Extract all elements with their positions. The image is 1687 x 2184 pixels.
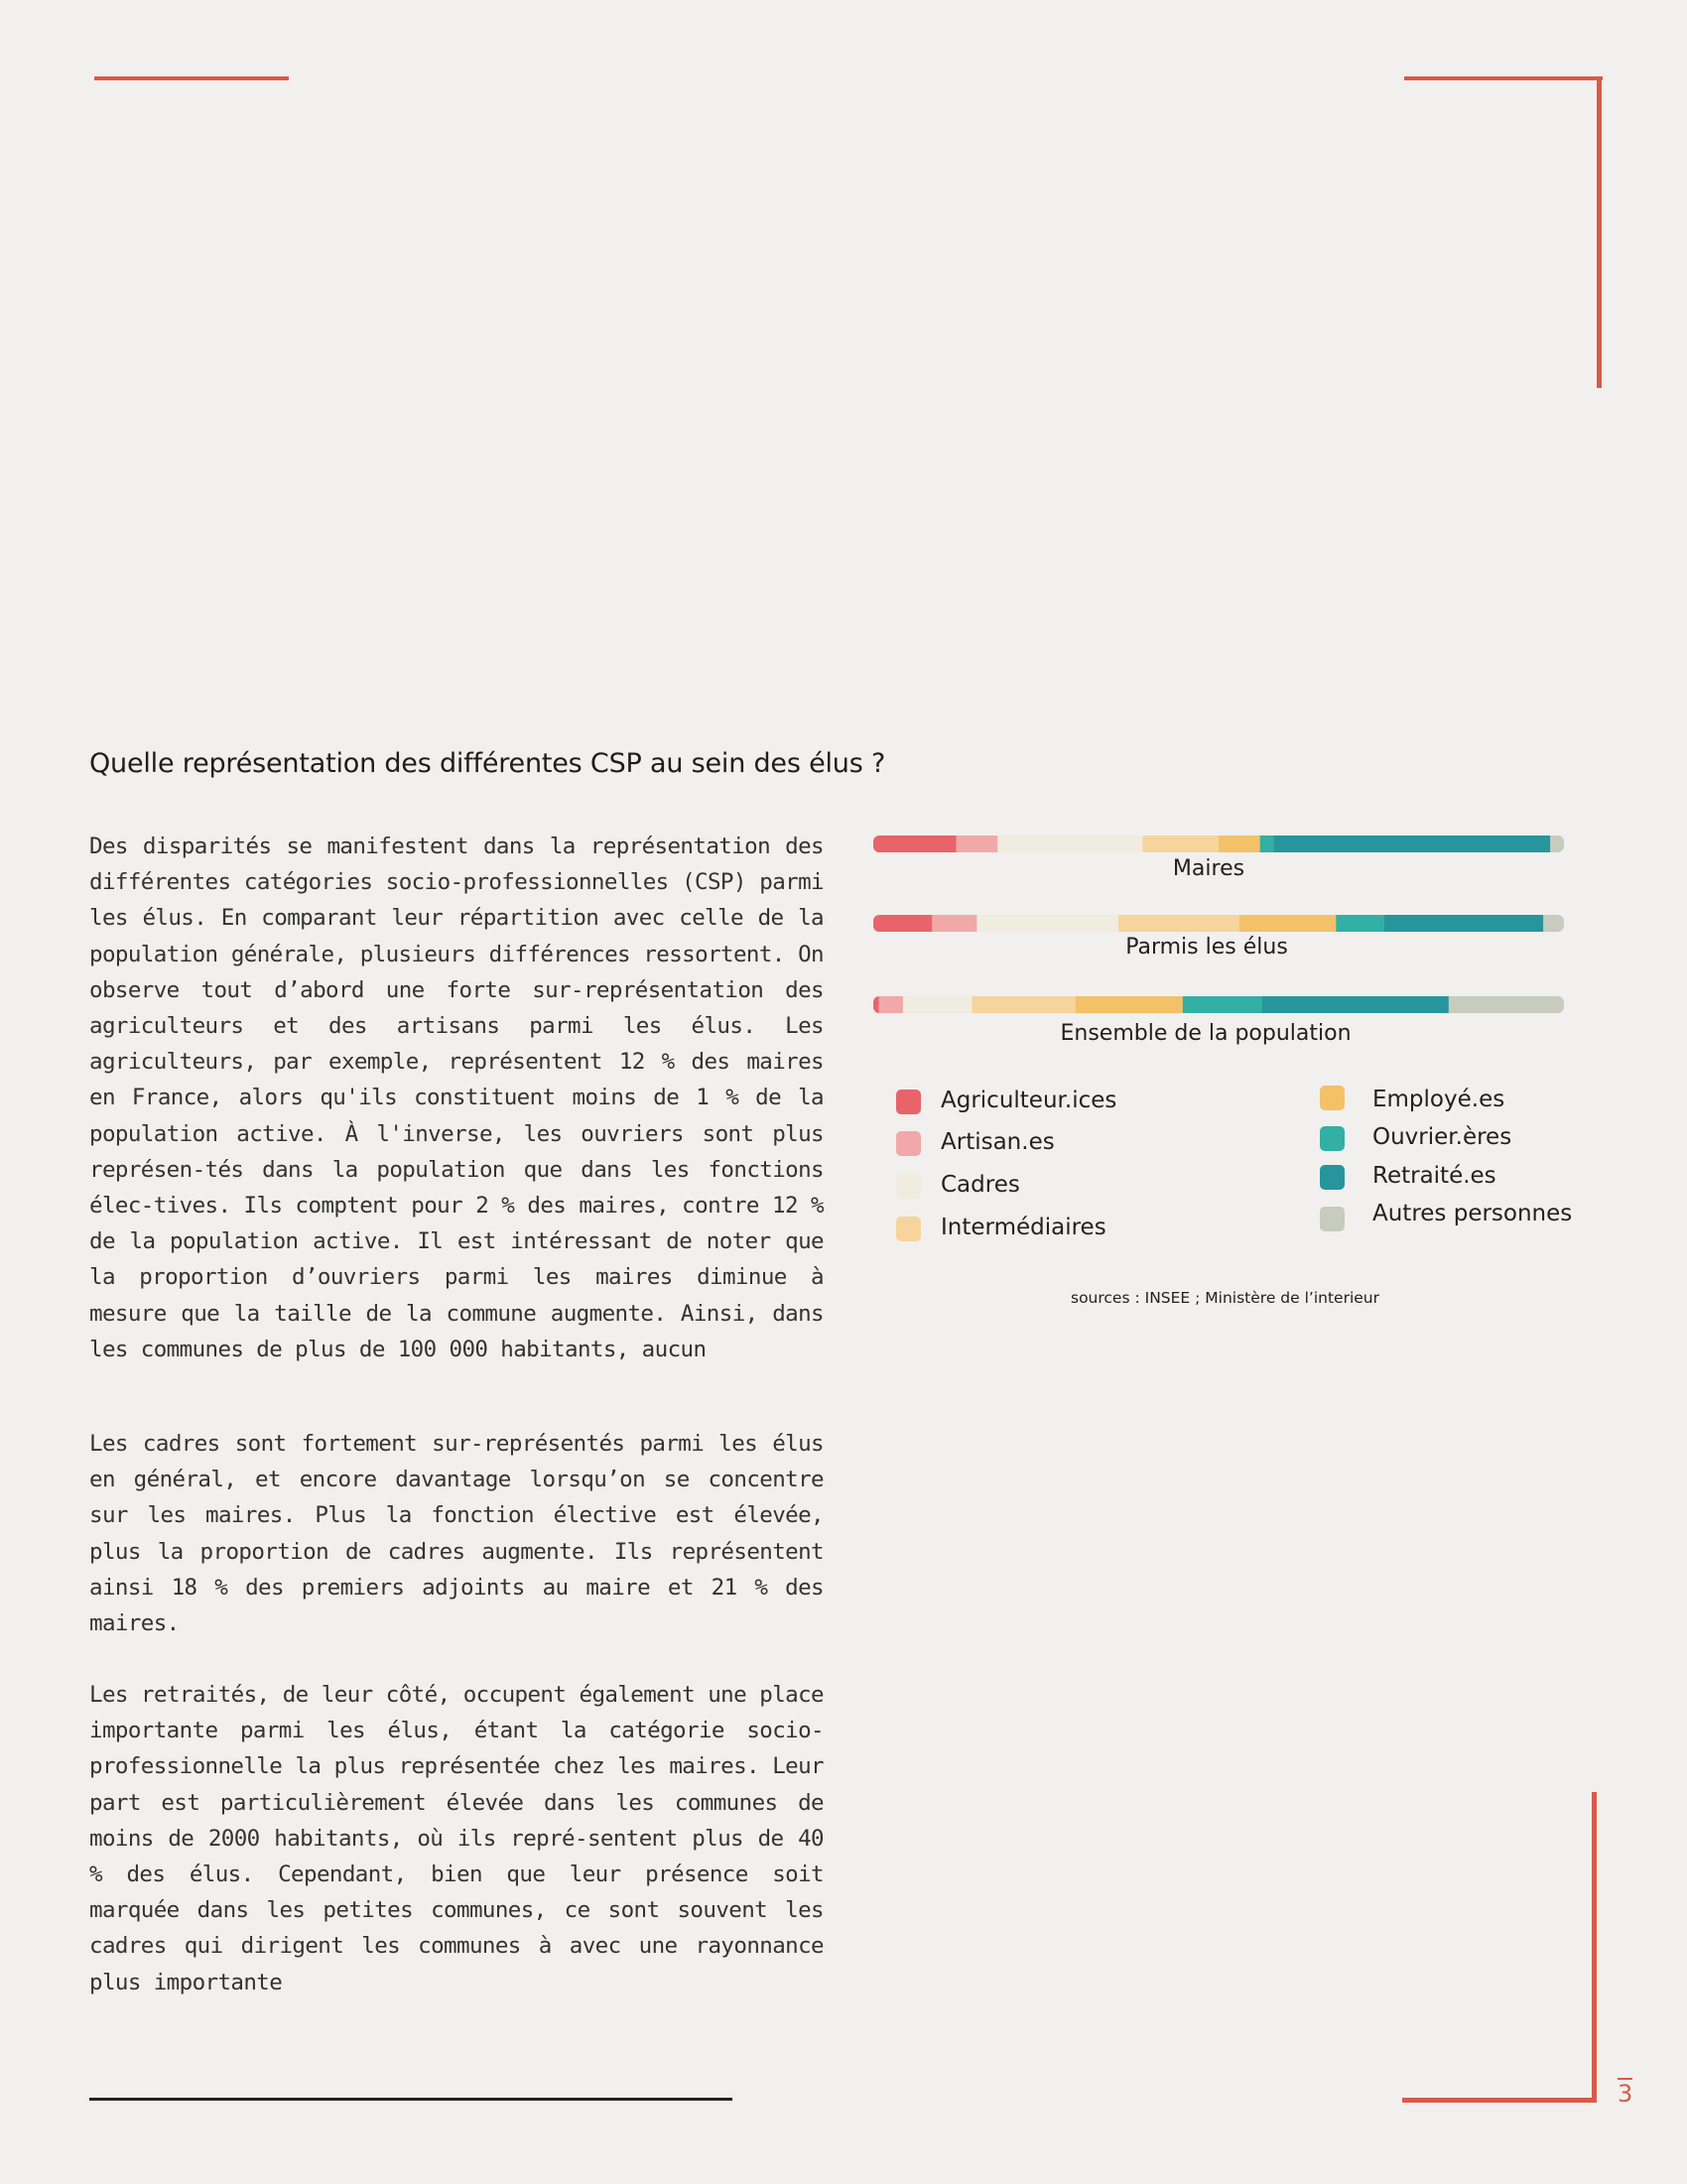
- page-number: 3: [1618, 2080, 1633, 2108]
- legend-swatch: [1320, 1165, 1345, 1190]
- legend-label: Retraité.es: [1372, 1163, 1496, 1189]
- legend-swatch: [896, 1090, 921, 1114]
- legend-swatch: [896, 1217, 921, 1241]
- bar-label-elus: Parmis les élus: [1125, 935, 1288, 960]
- bar-segment: [1239, 915, 1337, 932]
- bar-segment: [1543, 915, 1564, 932]
- legend-label: Autres personnes: [1372, 1201, 1573, 1226]
- bar-segment: [1550, 835, 1564, 852]
- bar-segment: [1260, 835, 1274, 852]
- legend-label: Artisan.es: [941, 1129, 1055, 1155]
- bar-segment: [873, 915, 933, 932]
- bar-segment: [1449, 996, 1565, 1013]
- top-right-corner-v: [1597, 76, 1602, 388]
- legend-label: Intermédiaires: [941, 1215, 1106, 1240]
- legend-label: Agriculteur.ices: [941, 1088, 1117, 1113]
- top-left-rule: [94, 76, 289, 80]
- paragraph-3: Les retraités, de leur côté, occupent également une place importante parmi les élus, étant la catégorie socio-professionnelle la plus représentée chez les maires. Leur part est particulièrement élevée dans les communes de moins de 2000 habitants, où ils repré-sentent plus de 40 % des élus. Cependant, bien que leur présence soit marquée dans les petites communes, ce sont souvent les cadres qui dirigent les communes à avec une rayonnance plus importante: [89, 1682, 824, 1995]
- bar-segment: [1274, 835, 1551, 852]
- bar-segment: [1384, 915, 1544, 932]
- paragraph-1: Des disparités se manifestent dans la représentation des différentes catégories socio-professionnelles (CSP) parmi les élus. En comparant leur répartition avec celle de la population générale, plusieurs différences ressortent. On observe tout d’abord une forte sur-représentation des agriculteurs et des artisans parmi les élus. Les agriculteurs, par exemple, représentent 12 % des maires en France, alors qu'ils constituent moins de 1 % de la population active. À l'inverse, les ouvriers sont plus représen-tés dans la population que dans les fonctions élec-tives. Ils comptent pour 2 % des maires, contre 12 % de la population active. Il est intéressant de noter que la proportion d’ouvriers parmi les maires diminue à mesure que la taille de la commune augmente. Ainsi, dans les communes de plus de 100 000 habitants, aucun: [89, 834, 824, 1362]
- legend-swatch: [896, 1174, 921, 1199]
- legend-swatch: [1320, 1126, 1345, 1151]
- bar-segment: [1262, 996, 1449, 1013]
- bar-segment: [903, 996, 973, 1013]
- bar-segment: [1076, 996, 1183, 1013]
- bottom-left-rule: [89, 2098, 732, 2101]
- bar-segment: [1219, 835, 1260, 852]
- bar-segment: [997, 835, 1143, 852]
- bar-segment: [932, 915, 977, 932]
- bar-2: [873, 996, 1565, 1013]
- bottom-right-corner-v: [1592, 1792, 1597, 2103]
- legend-label: Ouvrier.ères: [1372, 1124, 1512, 1150]
- bar-segment: [873, 996, 879, 1013]
- bar-segment: [957, 835, 998, 852]
- paragraph-2: Les cadres sont fortement sur-représentés parmi les élus en général, et encore davantage lorsqu’on se concentre sur les maires. Plus la fonction élective est élevée, plus la proportion de cadres augmente. Ils représentent ainsi 18 % des premiers adjoints au maire et 21 % des maires.: [89, 1431, 824, 1637]
- bar-segment: [1142, 835, 1219, 852]
- bar-segment: [1336, 915, 1384, 932]
- bar-1: [873, 915, 1565, 932]
- legend-label: Employé.es: [1372, 1087, 1505, 1112]
- bar-segment: [873, 835, 957, 852]
- bar-segment: [1118, 915, 1239, 932]
- legend-swatch: [1320, 1207, 1345, 1231]
- bar-label-maires: Maires: [1172, 856, 1245, 881]
- bar-segment: [976, 915, 1118, 932]
- bottom-right-corner-h: [1402, 2098, 1597, 2103]
- legend-label: Cadres: [941, 1172, 1020, 1198]
- top-right-corner-h: [1404, 76, 1603, 80]
- bar-segment: [1183, 996, 1263, 1013]
- bar-0: [873, 835, 1565, 852]
- legend-swatch: [896, 1131, 921, 1156]
- sources-note: sources : INSEE ; Ministère de l’interieur: [1071, 1289, 1379, 1307]
- bar-segment: [973, 996, 1077, 1013]
- legend-swatch: [1320, 1086, 1345, 1110]
- bar-segment: [879, 996, 904, 1013]
- page-title: Quelle représentation des différentes CSP au sein des élus ?: [89, 748, 886, 779]
- bar-label-population: Ensemble de la population: [1060, 1021, 1352, 1046]
